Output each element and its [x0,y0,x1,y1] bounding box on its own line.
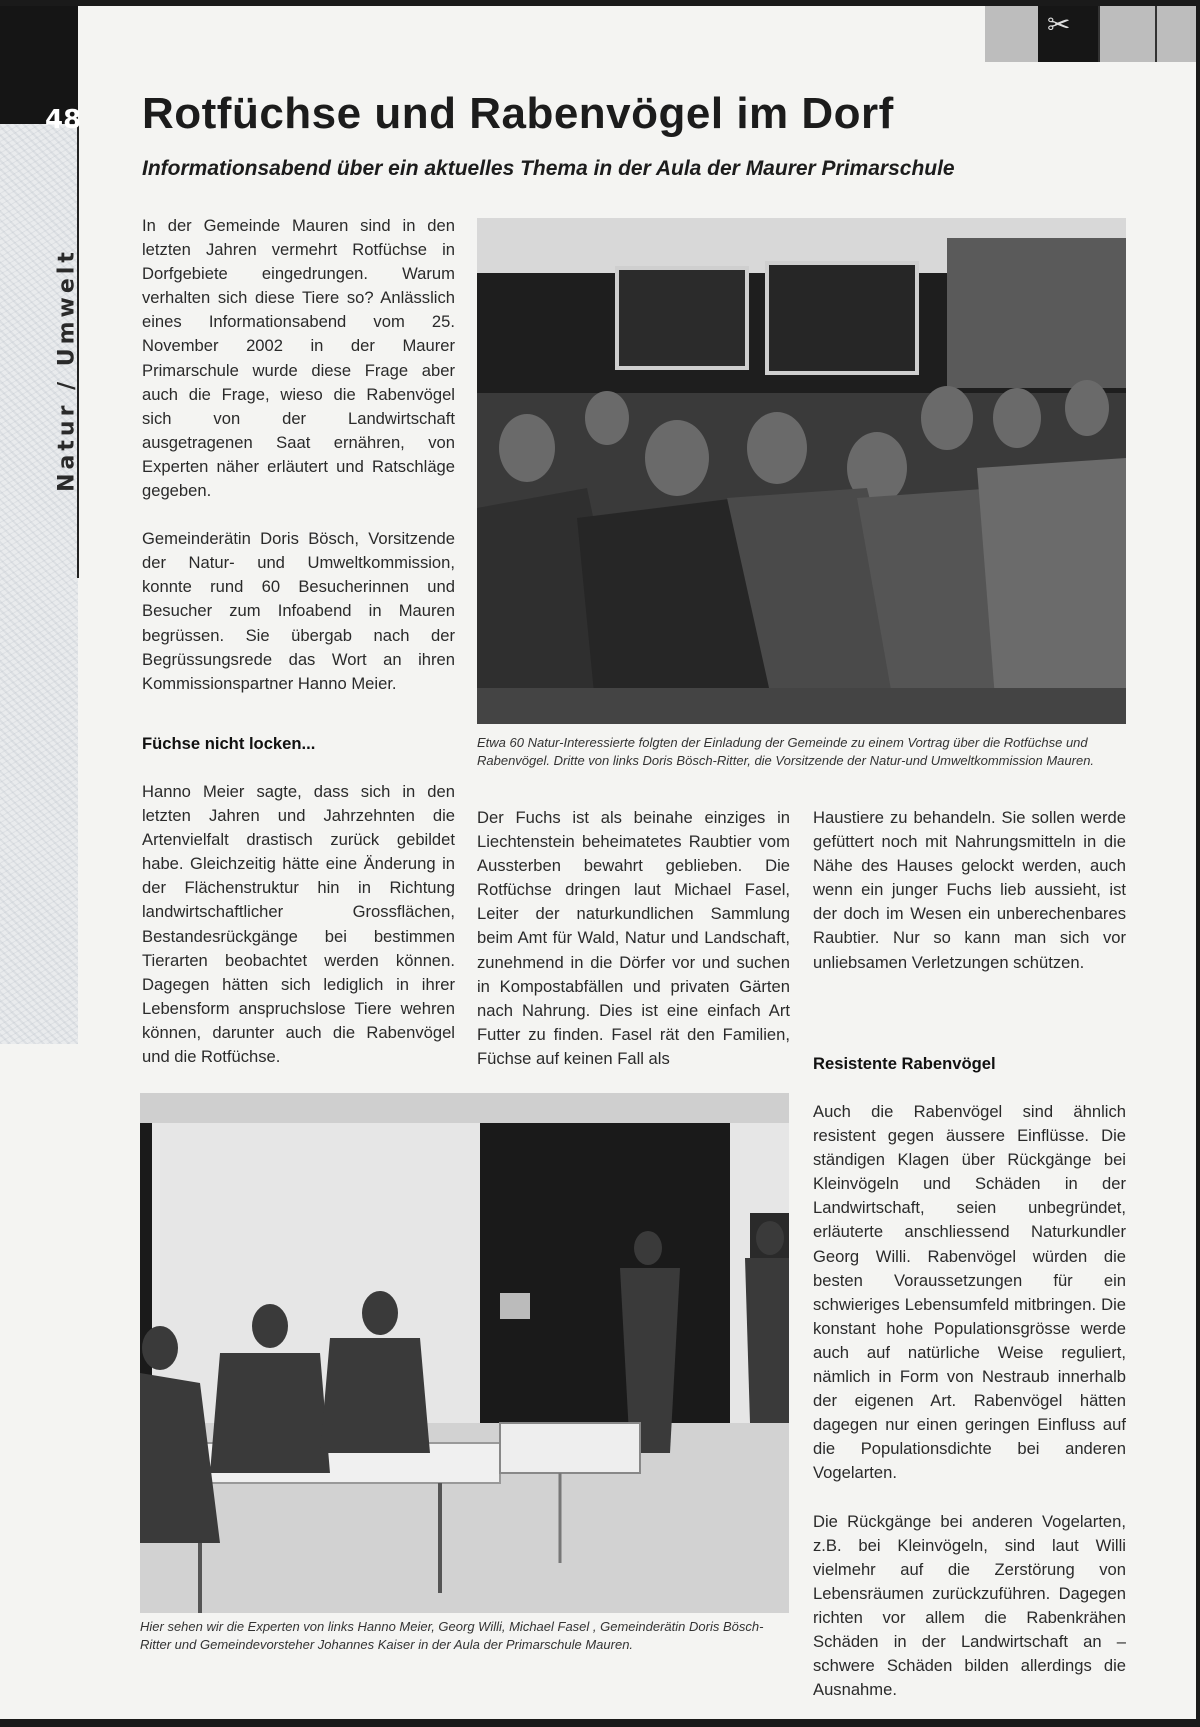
article-title: Rotfüchse und Rabenvögel im Dorf [142,89,894,138]
panel-photo [140,1093,789,1613]
panel-photo-caption: Hier sehen wir die Experten von links Hanno Meier, Georg Willi, Michael Fasel , Gemeinderätin Doris Bösch-Ritter und Gemeindevorsteher Johannes Kaiser in der Aula der Primarschule Mauren. [140,1619,764,1652]
heading-fuechse: Füchse nicht locken... [142,734,316,753]
scissors-icon: ✂ [1047,9,1071,40]
intro-column [142,214,455,696]
corner-divider [1155,6,1157,62]
page-number: 48 [45,105,82,135]
corner-divider [1098,6,1100,62]
section-label: Natur / Umwelt [54,248,80,492]
raben-paragraph: Die Rückgänge bei anderen Vogelarten, z.B. bei Kleinvögeln, sind laut Willi vielmehr auf die Zerstörung von Lebensräumen zurückzuführen. Dagegen richten vor allem die Rabenkrähen Schäden in der Landwirtschaft an – schwere Schäden bilden allerdings die Ausnahme. [813,1511,1126,1700]
audience-photo [477,218,1126,724]
heading-raben: Resistente Rabenvögel [813,1054,996,1073]
raben-column [813,1052,1126,1702]
fuchs-paragraph: Der Fuchs ist als beinahe einziges in Liechtenstein beheimatetes Raubtier vom Aussterben bewahrt geblieben. Die Rotfüchse dringen laut Michael Fasel, Leiter der naturkundlichen Sammlung beim Amt für Wald, Natur und Landschaft, zunehmend in die Dörfer vor und suchen in Kompostabfällen und privaten Gärten nach Nahrung. Dies ist eine einfach Art Futter zu finden. Fasel rät den Familien, Füchse auf keinen Fall als [477,808,790,1068]
haustiere-column [813,806,1126,975]
article-subtitle: Informationsabend über ein aktuelles Thema in der Aula der Maurer Primarschule [142,157,955,180]
fuchs-column [477,806,790,1071]
audience-photo-caption: Etwa 60 Natur-Interessierte folgten der Einladung der Gemeinde zu einem Vortrag über die Rotfüchse und Rabenvögel. Dritte von links Doris Bösch-Ritter, die Vorsitzende der Natur-und Umweltkommission Mauren. [477,735,1095,768]
meier-paragraph: Hanno Meier sagte, dass sich in den letzten Jahren und Jahrzehnten die Artenvielfalt drastisch zurück gebildet habe. Gleichzeitig hätte eine Änderung in der Flächenstruktur hin in Richtung landwirtschaftlicher Grossflächen, Bestandesrückgänge bei bestimmen Tierarten beobachtet werden können. Dagegen hätten sich lediglich in ihrer Lebensform anspruchslose Tiere wehren können, darunter auch die Rabenvögel und die Rotfüchse. [142,782,455,1067]
intro-paragraph: Gemeinderätin Doris Bösch, Vorsitzende der Natur- und Umweltkommission, konnte rund 60 Besucherinnen und Besucher zum Infoabend in Mauren begrüssen. Sie übergab nach der Begrüssungsrede das Wort an ihren Kommissionspartner Hanno Meier. [142,529,455,693]
meier-column [142,732,455,1069]
raben-paragraph: Auch die Rabenvögel sind ähnlich resistent gegen äussere Einflüsse. Die ständigen Klagen über Rückgänge bei Kleinvögeln und Schäden in der Landwirtschaft, seien unbegründet, erläuterte anschliessend Naturkundler Georg Willi. Rabenvögel würden die besten Voraussetzungen für ein schwieriges Lebensumfeld mitbringen. Die konstant hohe Populationsgrösse werde auch auf natürliche Weise reguliert, nämlich in Form von Nestraub innerhalb der eigenen Art. Rabenvögel hätten dagegen nur einen geringen Einfluss auf die Populationsdichte bei anderen Vogelarten. [813,1102,1126,1483]
haustiere-paragraph: Haustiere zu behandeln. Sie sollen werde gefüttert noch mit Nahrungsmitteln in die Nähe des Hauses gelockt werden, auch wenn ein junger Fuchs lieb aussieht, ist der doch im Wesen ein unberechenbares Raubtier. Nur so kann man sich vor unliebsamen Verletzungen schützen. [813,808,1126,972]
intro-paragraph: In der Gemeinde Mauren sind in den letzten Jahren vermehrt Rotfüchse in Dorfgebiete eingedrungen. Warum verhalten sich diese Tiere so? Anlässlich eines Informationsabend vom 25. November 2002 in der Maurer Primarschule wurde diese Frage aber auch die Frage, wieso die Rabenvögel sich von der Landwirtschaft ausgetragenen Saat ernähren, von Experten näher erläutert und Ratschläge gegeben. [142,216,455,501]
